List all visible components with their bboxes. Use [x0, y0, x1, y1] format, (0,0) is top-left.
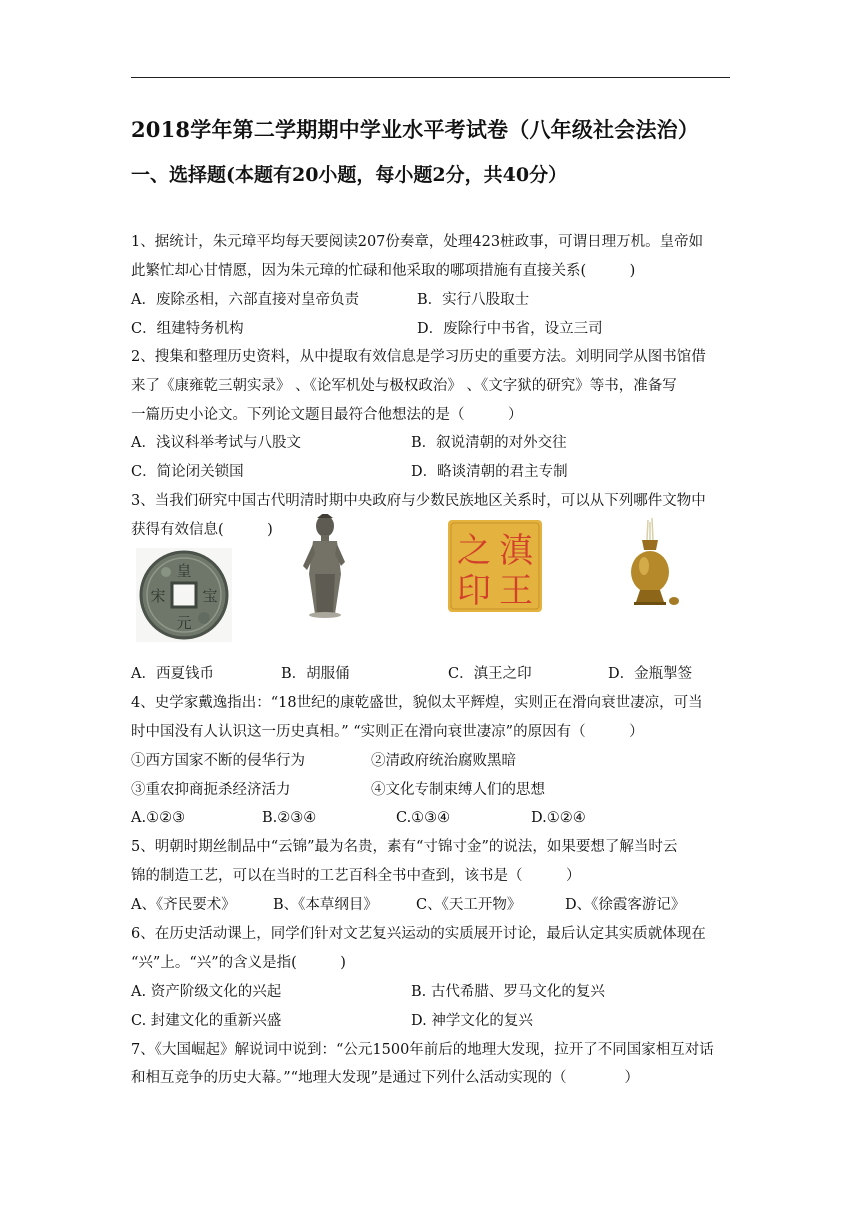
q5-option-b: B、《本草纲目》 [273, 897, 378, 913]
q6-stem-line2: “兴”上。“兴”的含义是指( ) [131, 955, 346, 971]
q4-stem-line2: 时中国没有人认识这一历史真相。” “实则正在滑向衰世凄凉”的原因有（ ） [131, 724, 644, 740]
svg-text:皇: 皇 [176, 562, 192, 580]
q5-stem-line1: 5、明朝时期丝制品中“云锦”最为名贵，素有“寸锦寸金”的说法，如果要想了解当时云 [131, 839, 678, 855]
section-heading: 一、选择题(本题有20小题，每小题2分，共40分） [131, 164, 568, 186]
q7-stem-line1: 7、《大国崛起》解说词中说到：“公元1500年前后的地理大发现，拉开了不同国家相互对话 [131, 1042, 714, 1058]
q2-stem-line1: 2、搜集和整理历史资料，从中提取有效信息是学习历史的重要方法。刘明同学从图书馆借 [131, 349, 706, 365]
q4-option-a: A.①②③ [131, 810, 186, 826]
q5-stem-line2: 锦的制造工艺，可以在当时的工艺百科全书中查到，该书是（ ） [131, 868, 581, 884]
svg-text:宝: 宝 [202, 587, 218, 605]
q5-option-a: A、《齐民要术》 [131, 897, 236, 913]
q4-statement-1: ①西方国家不断的侵华行为 [131, 753, 305, 769]
q3-stem-line2: 获得有效信息( ) [131, 522, 273, 538]
q4-option-d: D.①②④ [531, 810, 586, 826]
header-rule [131, 77, 730, 78]
q6-stem-line1: 6、在历史活动课上，同学们针对文艺复兴运动的实质展开讨论，最后认定其实质就体现在 [131, 926, 706, 942]
q2-option-b: B．叙说清朝的对外交往 [411, 435, 567, 451]
q1-option-b: B．实行八股取士 [417, 292, 530, 308]
q3-option-b: B．胡服俑 [281, 666, 350, 682]
q1-stem-line1: 1、据统计，朱元璋平均每天要阅读207份奏章，处理423桩政事，可谓日理万机。皇帝如 [131, 234, 704, 250]
q4-statement-4: ④文化专制束缚人们的思想 [371, 782, 545, 798]
q1-stem-line2: 此繁忙却心甘情愿，因为朱元璋的忙碌和他采取的哪项措施有直接关系( ) [131, 263, 636, 279]
svg-text:宋: 宋 [150, 587, 166, 605]
golden-urn-image [620, 518, 682, 606]
q3-stem-line1: 3、当我们研究中国古代明清时期中央政府与少数民族地区关系时，可以从下列哪件文物中 [131, 493, 706, 509]
q6-option-c: C. 封建文化的重新兴盛 [131, 1013, 282, 1029]
q2-option-a: A．浅议科举考试与八股文 [131, 435, 301, 451]
q6-option-b: B. 古代希腊、罗马文化的复兴 [411, 984, 605, 1000]
seal-char-dian: 滇 [499, 531, 533, 571]
q1-option-c: C．组建特务机构 [131, 321, 244, 337]
q6-option-d: D. 神学文化的复兴 [411, 1013, 533, 1029]
q2-option-d: D．略谈清朝的君主专制 [411, 464, 568, 480]
q2-stem-line2: 来了《康雍乾三朝实录》 、《论军机处与极权政治》 、《文字狱的研究》等书，准备写 [131, 378, 677, 394]
q7-stem-line2: 和相互竞争的历史大幕。”“地理大发现”是通过下列什么活动实现的（ ） [131, 1070, 639, 1086]
q3-option-d: D．金瓶掣签 [608, 666, 693, 682]
seal-char-wang: 王 [499, 571, 533, 611]
q4-stem-line1: 4、史学家戴逸指出：“18世纪的康乾盛世，貌似太平辉煌，实则正在滑向衰世凄凉，可当 [131, 695, 703, 711]
q5-option-d: D、《徐霞客游记》 [565, 897, 686, 913]
q4-option-b: B.②③④ [262, 810, 317, 826]
q4-option-c: C.①③④ [396, 810, 451, 826]
q1-option-d: D．废除行中书省，设立三司 [417, 321, 603, 337]
xixia-coin-image [136, 548, 232, 642]
q1-option-a: A．废除丞相，六部直接对皇帝负责 [131, 292, 359, 308]
q4-statement-2: ②清政府统治腐败黑暗 [371, 753, 516, 769]
dian-king-seal-image [448, 520, 542, 612]
q2-option-c: C．简论闭关锁国 [131, 464, 244, 480]
q5-option-c: C、《天工开物》 [416, 897, 522, 913]
q6-option-a: A. 资产阶级文化的兴起 [131, 984, 282, 1000]
q3-option-c: C．滇王之印 [448, 666, 532, 682]
q3-option-a: A．西夏钱币 [131, 666, 214, 682]
q2-stem-line3: 一篇历史小论文。下列论文题目最符合他想法的是（ ） [131, 407, 523, 423]
figurine-image [295, 514, 355, 618]
svg-text:元: 元 [176, 614, 192, 632]
q4-statement-3: ③重农抑商扼杀经济活力 [131, 782, 291, 798]
seal-char-yin: 印 [457, 571, 491, 611]
seal-char-zhi: 之 [457, 531, 491, 571]
page-title: 2018学年第二学期期中学业水平考试卷（八年级社会法治） [131, 117, 700, 142]
